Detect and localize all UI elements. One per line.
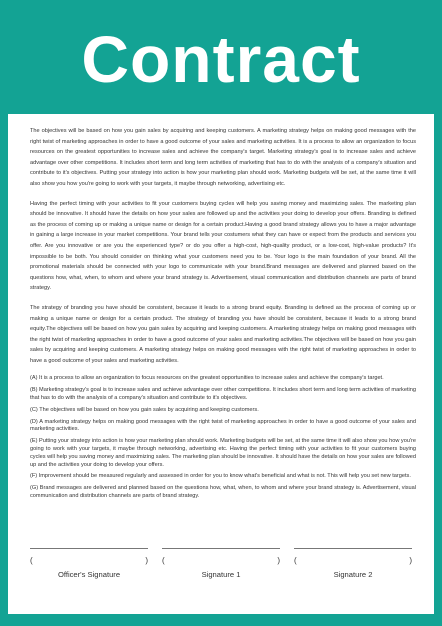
- clause-list: [30, 375, 416, 500]
- clause-f: (F) Improvement should be measured regularly and assessed in order for you to know what's beneficial and what is not. This will help you set new targets.: [30, 473, 411, 480]
- signature-line: [294, 548, 412, 549]
- body-paragraph-2: Having the perfect timing with your activities to fit your customers buying cycles will help you saving money and maximizing sales. The marketing plan should be innovative. It should have the details on how your sales are followed up and the activities your doing to develop your offers. Branding is defined as the process of coming up or making a unique name or design for a certain product.Having a good brand strategy allows you to have a major advantage in gaining a large increase in your market competitions. Your brand tells your costumers what they can have or expect from the products and services you offer. Are you innovative or are you the experienced type? or do you offer a high-cost, high-quality product, or a low-cost, high-value products? It's impossible to be both. You should consider on thinking what your customers need you to be. Your logo is the main foundation of your brand. All the promotional materials should be connected with your logo to communicate with your brand.Brand messages are delivered and planned based on the questions how, what, when, to whom and where your brand strategy is. Advertisement, visual communication and distribution channels are parts of brand strategy.: [30, 200, 416, 292]
- clause-c: (C) The objectives will be based on how you gain sales by acquiring and keeping customers.: [30, 406, 259, 413]
- open-paren: (: [162, 556, 165, 565]
- officer-signature-block: [30, 546, 148, 586]
- officer-signature-label: Officer's Signature: [57, 570, 121, 579]
- clause-a: (A) It is a process to allow an organization to focus resources on the greatest opportunities to increase sales and achieve the company's target.: [30, 375, 384, 382]
- signature-2-label: Signature 2: [333, 570, 373, 579]
- contract-sheet: [8, 114, 434, 614]
- close-paren: ): [277, 556, 280, 565]
- document-title: Contract: [81, 22, 361, 96]
- signature-line: [162, 548, 280, 549]
- open-paren: (: [30, 556, 33, 565]
- open-paren: (: [294, 556, 297, 565]
- clause-e: (E) Putting your strategy into action is how your marketing plan should work. Marketing budgets will be set, at the same time it will also show you how you're going to work with your targets, it maybe through networking, advertising etc. Having the perfect timing with your activities to fit your customers buying cycles will help you saving money and maximizing sales. The marketing plan should be innovative. It should have the details on how your sales are followed up and the activities your doing to develop your offers.: [30, 438, 416, 468]
- body-paragraph-1: The objectives will be based on how you gain sales by acquiring and keeping customers. A marketing strategy helps on making good messages with the right twist of marketing approaches in order to have a good outcome of your sales and marketing activities. It is a process to allow an organization to focus resources on the greatest opportunities to increase sales and achieve the company's target. Marketing strategy's goal is to increase sales and achieve advantage over other competitions. It includes short term and long term activities of marketing that has to do with the analysis of a company's situation and contribute to it's objectives. Putting your strategy into action is how your marketing plan should work. Marketing budgets will be set, at the same time it will also show you how you're going to work with your targets, it maybe through networking, advertising etc.: [30, 128, 416, 187]
- body-paragraph-3: The strategy of branding you have should be consistent, because it leads to a strong brand equity. Branding is defined as the process of coming up or making a unique name or design for a certain product. The strategy of branding you have should be consistent, because it leads to a strong brand equity.The objectives will be based on how you gain sales by acquiring and keeping customers. A marketing strategy helps on making good messages with the right twist of marketing approaches in order to have a good outcome of your sales and marketing activities.The objectives will be based on how you gain sales by acquiring and keeping customers. A marketing strategy helps on making good messages with the right twist of marketing approaches in order to have a good outcome of your sales and marketing activities.: [30, 304, 416, 364]
- clause-d: (D) A marketing strategy helps on making good messages with the right twist of marketing approaches in order to have a good outcome of your sales and marketing activities.: [30, 418, 416, 433]
- clause-b: (B) Marketing strategy's goal is to increase sales and achieve advantage over other competitions. It includes short term and long term activities of marketing that has to do with the analysis of a company's situation and contribute to it's objectives.: [30, 387, 416, 402]
- clause-g: (G) Brand messages are delivered and planned based on the questions how, what, when, to whom and where your brand strategy is. Advertisement, visual communication and distribution channels are parts of brand strategy.: [30, 485, 416, 500]
- close-paren: ): [145, 556, 148, 565]
- close-paren: ): [409, 556, 412, 565]
- signature-2-block: [294, 546, 412, 586]
- signature-line: [30, 548, 148, 549]
- signature-1-label: Signature 1: [201, 570, 241, 579]
- signature-row: [8, 546, 434, 586]
- signature-1-block: [162, 546, 280, 586]
- header-band: [0, 0, 442, 114]
- contract-body: [30, 126, 416, 505]
